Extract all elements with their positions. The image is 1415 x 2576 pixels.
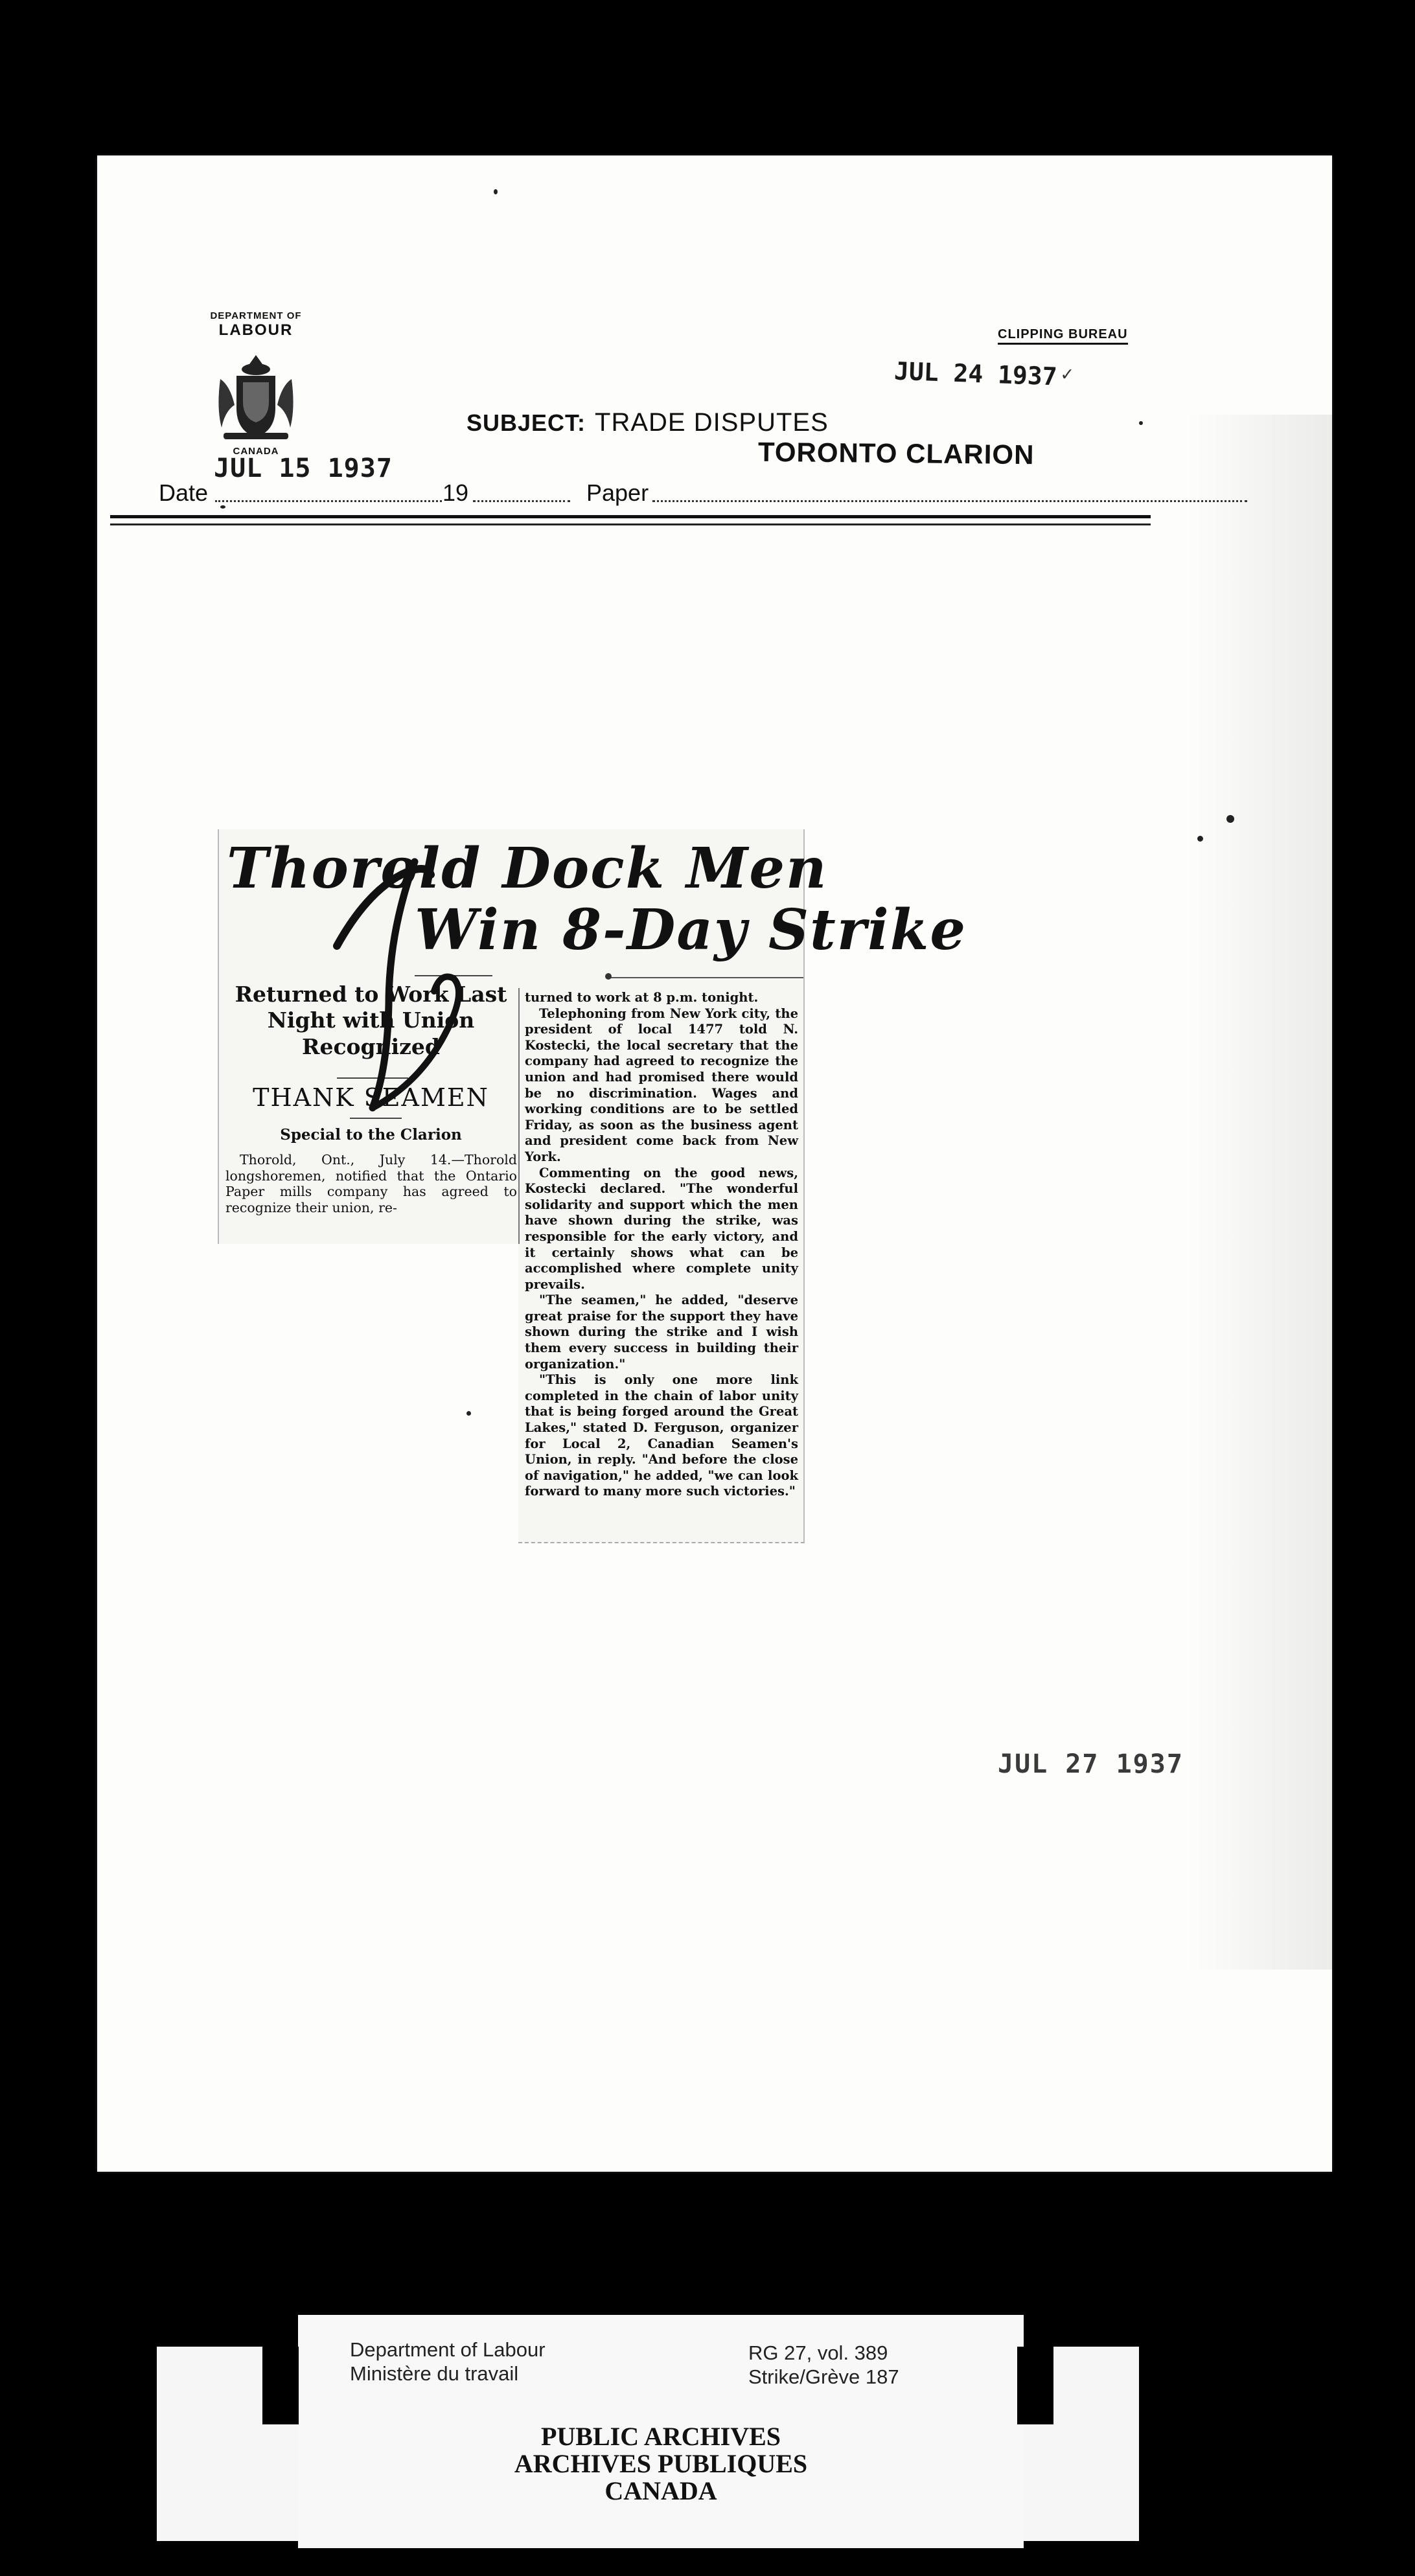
right-column-dot [605,973,612,980]
year-field-dots [473,500,570,502]
archive-reference-file: Strike/Grève 187 [748,2365,899,2389]
scan-speck [220,505,225,509]
sheet-shadow [1186,415,1332,1970]
article-paragraph: Thorold, Ont., July 14.—Thorold longshoremen, notified that the Ontario Paper mills company has agreed to recognize their union, re- [225,1152,517,1215]
scan-speck [1139,421,1143,425]
article-body-right [525,990,798,1500]
date-field-label: Date [159,479,209,506]
article-paragraph: "This is only one more link completed in the chain of labor unity that is being forged around the Great Lakes," stated D. Ferguson, organizer for Local 2, Canadian Seamen's Union, in reply. "And before the close of navigation," he added, "we can look forward to many more such victories." [525,1372,798,1499]
subject-line [466,408,829,437]
department-label-line2: LABOUR [218,321,293,339]
header-rule-thick [110,515,1151,518]
paper-name-value: TORONTO CLARION [757,436,1035,470]
paper-field-dots [652,500,1247,502]
deck-rule [337,1077,408,1079]
article-paragraph: "The seamen," he added, "deserve great praise for the support they have shown during the strike and I wish them every success in building their organization." [525,1293,798,1372]
article-paragraph: Commenting on the good news, Kostecki declared. "The wonderful solidarity and support which the men have shown during the strike, was responsible for the early victory, and it certainly shows what can be accomplished where complete unity prevails. [525,1165,798,1292]
archive-department-en: Department of Labour [350,2338,546,2361]
archives-title [298,2423,1024,2505]
date-field-dots [215,500,442,502]
scan-speck [1226,815,1234,823]
article-byline: Special to the Clarion [280,1126,462,1144]
coat-of-arms-icon [214,350,298,447]
archive-department [350,2338,546,2386]
stamp-mark-icon: ✓ [1061,363,1074,385]
archives-title-country: CANADA [604,2476,717,2505]
archives-title-en: PUBLIC ARCHIVES [540,2422,781,2451]
archive-reference-volume: RG 27, vol. 389 [748,2341,888,2364]
scan-speck [494,189,498,194]
subject-value: TRADE DISPUTES [595,408,829,437]
year-field-label: 19 [443,479,469,506]
date-stamp-filed: JUL 27 1937 [998,1749,1184,1779]
date-stamp-clipping: JUL 24 1937 [893,356,1058,391]
headline-line1: Thorold Dock Men [227,836,828,901]
article-body-left [225,1152,517,1215]
archive-label-notch-left [262,2347,299,2424]
article-kicker: THANK SEAMEN [253,1083,489,1112]
article-deck: Returned to Work Last Night with Union Recognized [235,982,507,1059]
archive-department-fr: Ministère du travail [350,2362,519,2386]
department-label-line1: DEPARTMENT OF [210,310,302,321]
archives-title-fr: ARCHIVES PUBLIQUES [514,2449,808,2478]
right-column-rule [609,977,803,978]
header-rule-thin [110,523,1151,525]
date-stamp-received: JUL 15 1937 [214,454,393,483]
department-label [194,311,317,339]
article-paragraph: Telephoning from New York city, the president of local 1477 told N. Kostecki, the local secretary that the company had agreed to recognize the union and had promised there would be no discrimination. Wages and working conditions are to be settled Friday, as soon as the business agent and president come back from New York. [525,1006,798,1164]
crest-label: CANADA [233,446,279,457]
column-divider [518,988,520,1244]
headline-rule [415,975,492,976]
headline-line2: Win 8-Day Strike [415,897,967,963]
article-paragraph: turned to work at 8 p.m. tonight. [525,990,759,1005]
scan-speck [1197,836,1203,842]
archive-reference [748,2341,899,2389]
kicker-rule [350,1118,402,1119]
clipping-bureau-label: CLIPPING BUREAU [998,327,1128,345]
archive-label-notch-right [1017,2347,1053,2424]
subject-label: SUBJECT: [466,409,586,436]
paper-field-label: Paper [586,479,649,506]
scan-speck [466,1411,471,1416]
